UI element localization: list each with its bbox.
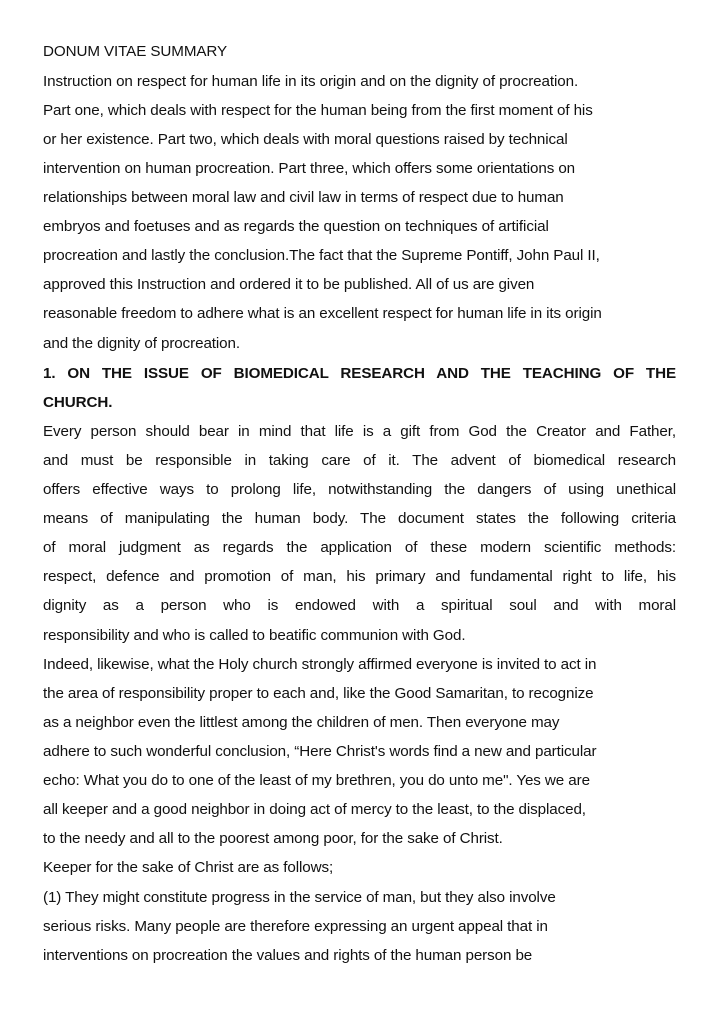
- intro-line: intervention on human procreation. Part three, which offers some orientations on: [43, 160, 576, 177]
- document-title: DONUM VITAE SUMMARY: [43, 43, 228, 60]
- intro-line: or her existence. Part two, which deals with moral questions raised by technical: [43, 131, 568, 148]
- paragraph-line: all keeper and a good neighbor in doing act of mercy to the least, to the displaced,: [43, 801, 586, 818]
- intro-line: and the dignity of procreation.: [43, 335, 241, 352]
- paragraph-line: as a neighbor even the littlest among the children of men. Then everyone may: [43, 714, 560, 731]
- paragraph-line: dignity as a person who is endowed with a spiritual soul and with moral: [43, 597, 676, 614]
- paragraph-line: the area of responsibility proper to each and, like the Good Samaritan, to recognize: [43, 685, 594, 702]
- list-item-line: serious risks. Many people are therefore expressing an urgent appeal that in: [43, 918, 548, 935]
- paragraph-line: Indeed, likewise, what the Holy church strongly affirmed everyone is invited to act in: [43, 656, 597, 673]
- paragraph-line: of moral judgment as regards the application of these modern scientific methods:: [43, 539, 676, 556]
- list-item-line: (1) They might constitute progress in the service of man, but they also involve: [43, 889, 556, 906]
- paragraph-line: to the needy and all to the poorest among poor, for the sake of Christ.: [43, 830, 503, 847]
- intro-line: approved this Instruction and ordered it to be published. All of us are given: [43, 276, 535, 293]
- paragraph-line: offers effective ways to prolong life, notwithstanding the dangers of using unethical: [43, 481, 676, 498]
- paragraph-line: adhere to such wonderful conclusion, “Here Christ's words find a new and particular: [43, 743, 597, 760]
- list-item-line: interventions on procreation the values and rights of the human person be: [43, 947, 533, 964]
- section-heading: CHURCH.: [43, 394, 113, 411]
- paragraph-line: Every person should bear in mind that life is a gift from God the Creator and Father,: [43, 423, 676, 440]
- intro-line: relationships between moral law and civil law in terms of respect due to human: [43, 189, 564, 206]
- intro-line: reasonable freedom to adhere what is an excellent respect for human life in its origin: [43, 305, 602, 322]
- paragraph-line: responsibility and who is called to beatific communion with God.: [43, 627, 466, 644]
- paragraph-line: and must be responsible in taking care of it. The advent of biomedical research: [43, 452, 676, 469]
- intro-line: procreation and lastly the conclusion.The fact that the Supreme Pontiff, John Paul II,: [43, 247, 600, 264]
- paragraph-line: respect, defence and promotion of man, his primary and fundamental right to life, his: [43, 568, 676, 585]
- paragraph-line: echo: What you do to one of the least of my brethren, you do unto me". Yes we are: [43, 772, 590, 789]
- intro-line: Part one, which deals with respect for the human being from the first moment of his: [43, 102, 593, 119]
- intro-line: Instruction on respect for human life in its origin and on the dignity of procreation.: [43, 73, 579, 90]
- section-heading: 1. ON THE ISSUE OF BIOMEDICAL RESEARCH AND THE TEACHING OF THE: [43, 365, 676, 382]
- paragraph-line: means of manipulating the human body. The document states the following criteria: [43, 510, 676, 527]
- intro-line: embryos and foetuses and as regards the question on techniques of artificial: [43, 218, 549, 235]
- paragraph-line: Keeper for the sake of Christ are as follows;: [43, 859, 334, 876]
